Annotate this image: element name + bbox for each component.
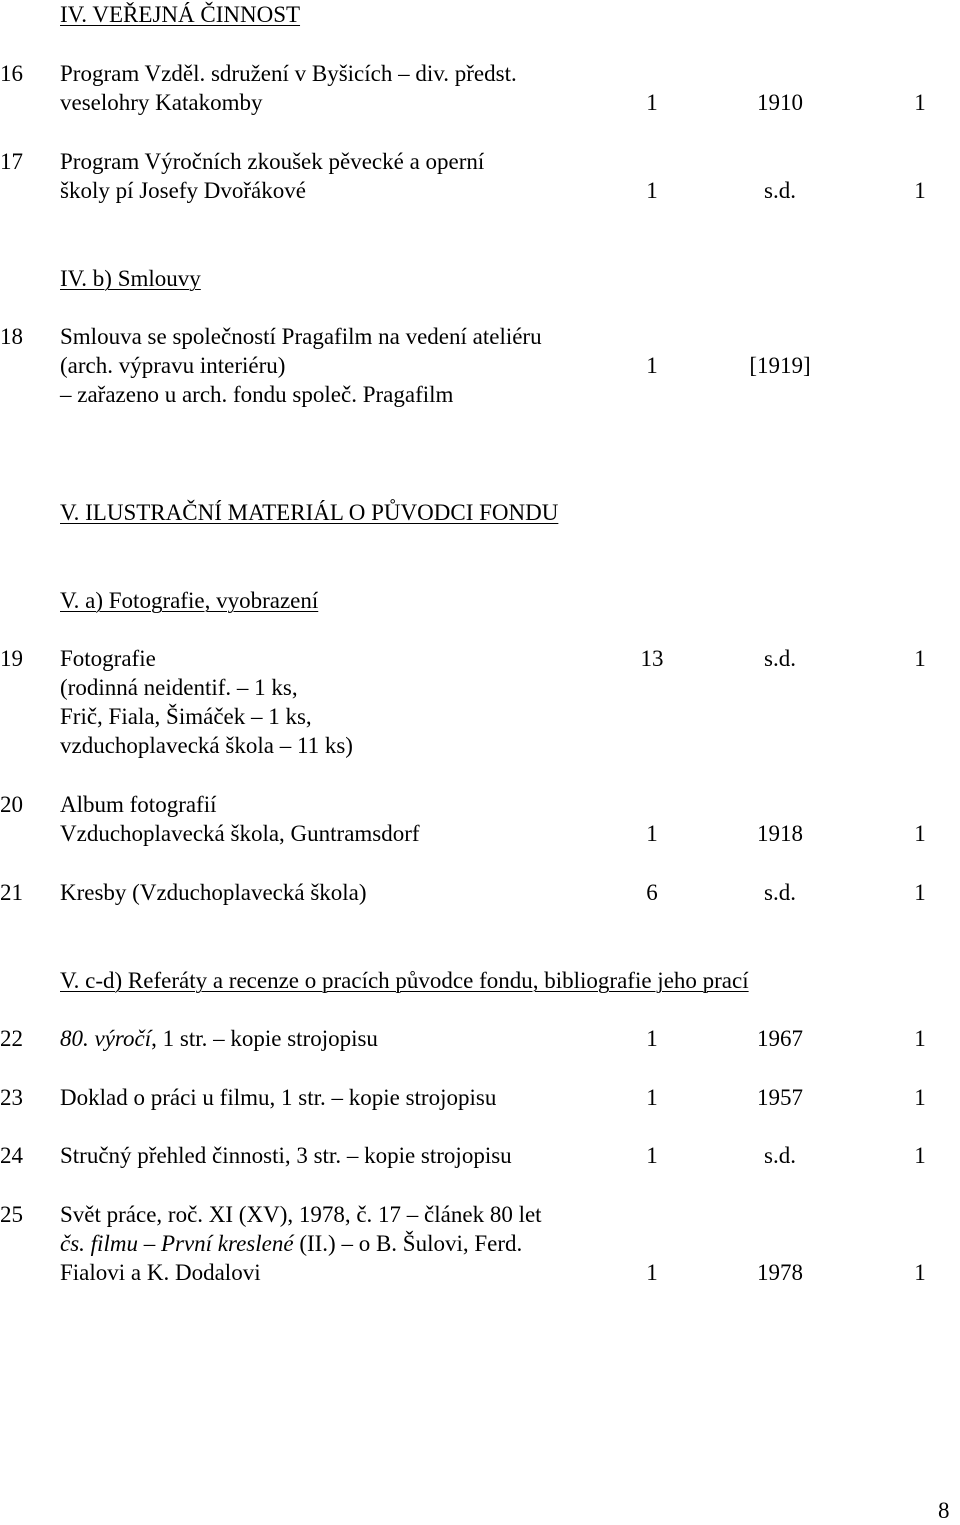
item-box: 1 (914, 1143, 926, 1168)
item-description: (rodinná neidentif. – 1 ks, (60, 675, 298, 700)
item-year: 1918 (757, 821, 803, 846)
item-box: 1 (914, 821, 926, 846)
item-description: veselohry Katakomby (60, 90, 263, 115)
item-year: 1910 (757, 90, 803, 115)
item-description: (arch. výpravu interiéru) (60, 353, 286, 378)
section-heading-ivb: IV. b) Smlouvy (60, 266, 201, 291)
item-description: Svět práce, roč. XI (XV), 1978, č. 17 – článek 80 let (60, 1202, 542, 1227)
item-number: 18 (0, 324, 23, 349)
item-description (60, 1229, 522, 1258)
item-box: 1 (914, 1085, 926, 1110)
item-count: 1 (646, 1260, 658, 1285)
item-description: – zařazeno u arch. fondu společ. Pragafilm (60, 382, 454, 407)
item-description: Program Výročních zkoušek pěvecké a operní (60, 149, 485, 174)
item-year: s.d. (764, 646, 796, 671)
item-description: Stručný přehled činnosti, 3 str. – kopie strojopisu (60, 1143, 512, 1168)
item-description (60, 1024, 378, 1053)
item-box: 1 (914, 90, 926, 115)
item-number: 20 (0, 792, 23, 817)
item-description: Program Vzděl. sdružení v Byšicích – div. předst. (60, 61, 517, 86)
item-description: Kresby (Vzduchoplavecká škola) (60, 880, 367, 905)
item-box: 1 (914, 646, 926, 671)
item-number: 23 (0, 1085, 23, 1110)
item-description: Fialovi a K. Dodalovi (60, 1260, 261, 1285)
item-box: 1 (914, 880, 926, 905)
item-number: 16 (0, 61, 23, 86)
section-heading-vcd: V. c-d) Referáty a recenze o pracích původce fondu, bibliografie jeho prací (60, 968, 749, 993)
item-number: 17 (0, 149, 23, 174)
item-number: 22 (0, 1026, 23, 1051)
item-number: 25 (0, 1202, 23, 1227)
item-count: 1 (646, 353, 658, 378)
item-year: s.d. (764, 1143, 796, 1168)
item-year: s.d. (764, 880, 796, 905)
item-count: 6 (646, 880, 658, 905)
item-count: 13 (640, 646, 664, 671)
section-heading-iv: IV. VEŘEJNÁ ČINNOST (60, 2, 301, 27)
item-description: vzduchoplavecká škola – 11 ks) (60, 733, 353, 758)
item-description: Album fotografií (60, 792, 217, 817)
item-description: školy pí Josefy Dvořákové (60, 178, 306, 203)
section-heading-va: V. a) Fotografie, vyobrazení (60, 588, 319, 613)
item-box: 1 (914, 1026, 926, 1051)
item-year: 1978 (757, 1260, 803, 1285)
item-year: [1919] (749, 353, 811, 378)
item-box: 1 (914, 178, 926, 203)
item-title-italic: čs. filmu – První kreslené (60, 1231, 294, 1256)
item-description: Frič, Fiala, Šimáček – 1 ks, (60, 704, 312, 729)
item-number: 19 (0, 646, 23, 671)
item-description: Vzduchoplavecká škola, Guntramsdorf (60, 821, 420, 846)
item-count: 1 (646, 178, 658, 203)
item-count: 1 (646, 90, 658, 115)
item-year: s.d. (764, 178, 796, 203)
item-number: 24 (0, 1143, 23, 1168)
item-number: 21 (0, 880, 23, 905)
item-description: Doklad o práci u filmu, 1 str. – kopie strojopisu (60, 1085, 497, 1110)
item-count: 1 (646, 1026, 658, 1051)
page-number: 8 (938, 1498, 950, 1523)
section-heading-v: V. ILUSTRAČNÍ MATERIÁL O PŮVODCI FONDU (60, 500, 559, 525)
item-box: 1 (914, 1260, 926, 1285)
item-count: 1 (646, 1143, 658, 1168)
item-year: 1967 (757, 1026, 803, 1051)
item-description: Fotografie (60, 646, 156, 671)
item-description-rest: , 1 str. – kopie strojopisu (151, 1026, 378, 1051)
item-count: 1 (646, 821, 658, 846)
item-year: 1957 (757, 1085, 803, 1110)
item-count: 1 (646, 1085, 658, 1110)
item-description: Smlouva se společností Pragafilm na vedení ateliéru (60, 324, 542, 349)
item-description-rest: (II.) – o B. Šulovi, Ferd. (293, 1231, 523, 1256)
item-title-italic: 80. výročí (60, 1026, 152, 1051)
